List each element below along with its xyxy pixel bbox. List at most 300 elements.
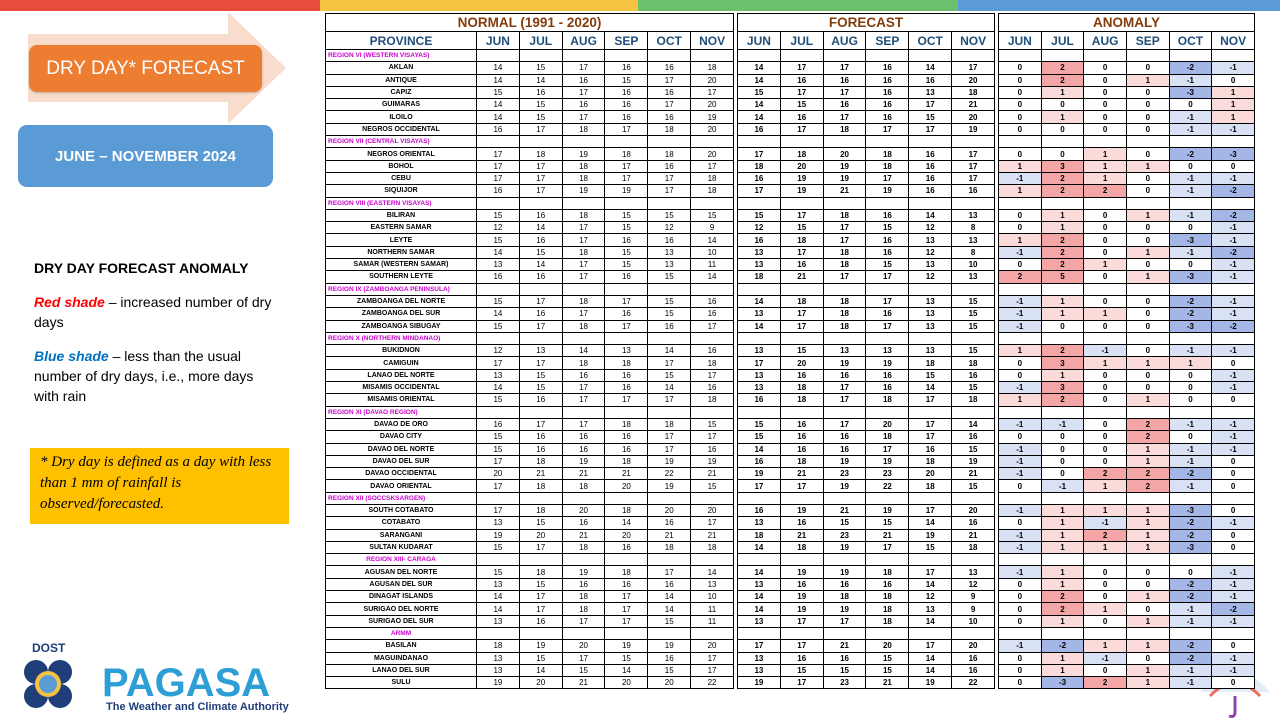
table-row — [999, 172, 1255, 184]
province-name: SULU — [326, 677, 477, 689]
table-row — [326, 652, 734, 664]
normal-header: NORMAL (1991 - 2020) — [326, 14, 734, 32]
normal-value: 15 — [648, 664, 691, 676]
forecast-value: 9 — [952, 591, 995, 603]
anomaly-value: -1 — [1212, 345, 1255, 357]
empty-cell — [823, 627, 866, 639]
table-row — [326, 50, 734, 62]
anomaly-value: 0 — [1169, 222, 1212, 234]
normal-value: 17 — [562, 234, 605, 246]
forecast-value: 15 — [952, 382, 995, 394]
empty-cell — [823, 50, 866, 62]
anomaly-value: 3 — [1041, 382, 1084, 394]
normal-value: 20 — [648, 504, 691, 516]
anomaly-value: -2 — [1212, 209, 1255, 221]
forecast-value: 13 — [738, 246, 781, 258]
anomaly-value: 1 — [1084, 259, 1127, 271]
province-name: EASTERN SAMAR — [326, 222, 477, 234]
normal-value: 16 — [648, 517, 691, 529]
empty-cell — [691, 406, 734, 418]
anomaly-value: 0 — [1126, 308, 1169, 320]
anomaly-value: 0 — [1126, 111, 1169, 123]
normal-value: 15 — [519, 369, 562, 381]
normal-value: 17 — [477, 148, 520, 160]
month-header: JUN — [999, 32, 1042, 50]
forecast-value: 15 — [823, 517, 866, 529]
table-row — [738, 222, 995, 234]
normal-value: 16 — [605, 271, 648, 283]
empty-cell — [738, 627, 781, 639]
forecast-value: 23 — [866, 468, 909, 480]
empty-cell — [477, 406, 520, 418]
anomaly-value: 0 — [1126, 320, 1169, 332]
anomaly-value: 1 — [999, 394, 1042, 406]
table-row — [999, 74, 1255, 86]
anomaly-value: -1 — [1212, 222, 1255, 234]
empty-cell — [648, 50, 691, 62]
anomaly-value: 0 — [1126, 123, 1169, 135]
anomaly-value: -1 — [1212, 271, 1255, 283]
empty-cell — [691, 627, 734, 639]
table-row — [738, 283, 995, 295]
table-row — [999, 418, 1255, 430]
empty-cell — [605, 136, 648, 148]
table-row — [326, 62, 734, 74]
anomaly-value: -1 — [999, 640, 1042, 652]
normal-value: 18 — [562, 541, 605, 553]
empty-cell — [562, 283, 605, 295]
anomaly-value: 0 — [1084, 320, 1127, 332]
empty-cell — [1212, 136, 1255, 148]
normal-value: 11 — [691, 603, 734, 615]
anomaly-value: 1 — [1084, 357, 1127, 369]
empty-cell — [1041, 332, 1084, 344]
anomaly-value: -1 — [1084, 345, 1127, 357]
month-header: NOV — [1212, 32, 1255, 50]
forecast-value: 20 — [780, 357, 823, 369]
normal-value: 21 — [562, 529, 605, 541]
anomaly-value: -1 — [1169, 185, 1212, 197]
forecast-value: 17 — [780, 320, 823, 332]
normal-value: 18 — [605, 455, 648, 467]
forecast-value: 17 — [823, 111, 866, 123]
anomaly-value: 2 — [1126, 468, 1169, 480]
empty-cell — [999, 136, 1042, 148]
empty-cell — [648, 197, 691, 209]
empty-cell — [1212, 50, 1255, 62]
anomaly-value: 0 — [1084, 664, 1127, 676]
table-row — [999, 295, 1255, 307]
forecast-value: 19 — [823, 160, 866, 172]
forecast-value: 16 — [780, 111, 823, 123]
normal-value: 18 — [562, 603, 605, 615]
forecast-value: 18 — [823, 308, 866, 320]
empty-cell — [999, 554, 1042, 566]
anomaly-value: 1 — [1084, 480, 1127, 492]
normal-value: 17 — [691, 431, 734, 443]
normal-value: 17 — [691, 320, 734, 332]
table-row — [999, 99, 1255, 111]
normal-value: 15 — [477, 431, 520, 443]
forecast-value: 12 — [909, 222, 952, 234]
normal-value: 17 — [605, 320, 648, 332]
normal-value: 15 — [648, 308, 691, 320]
empty-cell — [866, 283, 909, 295]
table-row — [326, 591, 734, 603]
normal-value: 13 — [477, 369, 520, 381]
empty-cell — [1126, 332, 1169, 344]
normal-value: 17 — [648, 185, 691, 197]
anomaly-value: 0 — [1212, 504, 1255, 516]
anomaly-value: 1 — [1041, 369, 1084, 381]
empty-cell — [780, 492, 823, 504]
anomaly-value: -1 — [1169, 246, 1212, 258]
anomaly-value: 0 — [1212, 677, 1255, 689]
normal-value: 18 — [691, 185, 734, 197]
forecast-value: 13 — [738, 615, 781, 627]
normal-value: 15 — [562, 664, 605, 676]
forecast-value: 17 — [952, 172, 995, 184]
table-row — [326, 271, 734, 283]
empty-cell — [909, 332, 952, 344]
forecast-value: 20 — [952, 504, 995, 516]
anomaly-value: 0 — [1041, 99, 1084, 111]
forecast-value: 16 — [738, 504, 781, 516]
empty-cell — [648, 332, 691, 344]
anomaly-value: 0 — [1084, 443, 1127, 455]
empty-cell — [691, 554, 734, 566]
forecast-value: 16 — [866, 62, 909, 74]
anomaly-value: -1 — [1041, 480, 1084, 492]
normal-value: 15 — [691, 209, 734, 221]
anomaly-value: -1 — [1212, 652, 1255, 664]
normal-value: 17 — [648, 172, 691, 184]
anomaly-value: -1 — [1169, 111, 1212, 123]
empty-cell — [562, 627, 605, 639]
normal-value: 18 — [519, 504, 562, 516]
anomaly-value: 2 — [1126, 418, 1169, 430]
normal-value: 15 — [605, 259, 648, 271]
forecast-value: 14 — [738, 74, 781, 86]
forecast-value: 16 — [952, 652, 995, 664]
anomaly-value: 0 — [1126, 86, 1169, 98]
anomaly-value: 0 — [1041, 148, 1084, 160]
normal-value: 19 — [562, 455, 605, 467]
forecast-value: 16 — [823, 431, 866, 443]
empty-cell — [866, 406, 909, 418]
forecast-value: 16 — [909, 160, 952, 172]
top-bar-segment — [958, 0, 1280, 11]
empty-cell — [519, 492, 562, 504]
forecast-value: 16 — [952, 185, 995, 197]
normal-value: 16 — [519, 394, 562, 406]
forecast-value: 15 — [952, 308, 995, 320]
top-bar-segment — [320, 0, 638, 11]
forecast-value: 16 — [866, 74, 909, 86]
anomaly-value: -1 — [1212, 418, 1255, 430]
normal-value: 16 — [605, 308, 648, 320]
month-header: JUN — [738, 32, 781, 50]
normal-value: 18 — [477, 640, 520, 652]
normal-value: 17 — [477, 455, 520, 467]
forecast-value: 16 — [952, 664, 995, 676]
anomaly-value: -1 — [1212, 382, 1255, 394]
anomaly-value: 1 — [1126, 271, 1169, 283]
anomaly-value: 1 — [1084, 603, 1127, 615]
table-row — [999, 578, 1255, 590]
forecast-value: 16 — [866, 382, 909, 394]
forecast-value: 13 — [909, 259, 952, 271]
anomaly-value: 0 — [1126, 234, 1169, 246]
anomaly-value: 0 — [1212, 160, 1255, 172]
table-row — [999, 517, 1255, 529]
table-row — [738, 554, 995, 566]
table-row — [999, 209, 1255, 221]
anomaly-value: 1 — [1126, 74, 1169, 86]
province-name: GUIMARAS — [326, 99, 477, 111]
anomaly-value: -3 — [1169, 271, 1212, 283]
forecast-value: 19 — [823, 172, 866, 184]
table-row — [326, 529, 734, 541]
forecast-value: 20 — [780, 160, 823, 172]
normal-value: 20 — [691, 123, 734, 135]
anomaly-value: -1 — [1169, 123, 1212, 135]
normal-value: 15 — [605, 209, 648, 221]
anomaly-value: 1 — [1084, 541, 1127, 553]
normal-value: 14 — [648, 345, 691, 357]
empty-cell — [1126, 492, 1169, 504]
forecast-value: 10 — [952, 615, 995, 627]
province-name: DAVAO CITY — [326, 431, 477, 443]
period-label — [18, 125, 273, 187]
anomaly-value: 0 — [1084, 234, 1127, 246]
forecast-value: 13 — [738, 345, 781, 357]
normal-value: 18 — [691, 172, 734, 184]
table-row — [326, 74, 734, 86]
normal-value: 12 — [477, 345, 520, 357]
month-header: JUL — [519, 32, 562, 50]
empty-cell — [780, 50, 823, 62]
empty-cell — [562, 332, 605, 344]
month-header: NOV — [952, 32, 995, 50]
empty-cell — [866, 332, 909, 344]
empty-cell — [952, 283, 995, 295]
normal-value: 17 — [562, 271, 605, 283]
normal-value: 16 — [648, 320, 691, 332]
forecast-value: 17 — [866, 443, 909, 455]
empty-cell — [562, 406, 605, 418]
forecast-value: 12 — [952, 578, 995, 590]
anomaly-value: -1 — [999, 382, 1042, 394]
normal-value: 20 — [605, 677, 648, 689]
forecast-value: 14 — [738, 320, 781, 332]
anomaly-value: 0 — [1212, 480, 1255, 492]
empty-cell — [605, 492, 648, 504]
empty-cell — [738, 554, 781, 566]
empty-cell — [1169, 136, 1212, 148]
normal-value: 17 — [691, 86, 734, 98]
anomaly-value: -2 — [1169, 308, 1212, 320]
region-label: ARMM — [326, 627, 477, 639]
anomaly-value: 0 — [1084, 111, 1127, 123]
anomaly-value: -1 — [1169, 603, 1212, 615]
empty-cell — [823, 332, 866, 344]
normal-value: 17 — [562, 382, 605, 394]
forecast-value: 16 — [780, 259, 823, 271]
empty-cell — [780, 554, 823, 566]
table-row — [999, 492, 1255, 504]
legend-blue-label: Blue shade — [34, 348, 109, 364]
forecast-value: 18 — [952, 86, 995, 98]
anomaly-value: 0 — [1084, 455, 1127, 467]
normal-value: 17 — [477, 160, 520, 172]
anomaly-value: 1 — [1041, 86, 1084, 98]
province-name: DAVAO DEL NORTE — [326, 443, 477, 455]
normal-value: 14 — [519, 74, 562, 86]
normal-value: 15 — [519, 382, 562, 394]
anomaly-value: -1 — [1169, 345, 1212, 357]
table-row — [738, 172, 995, 184]
forecast-value: 13 — [738, 517, 781, 529]
anomaly-value: -1 — [999, 468, 1042, 480]
empty-cell — [999, 283, 1042, 295]
normal-value: 17 — [519, 591, 562, 603]
normal-value: 11 — [691, 615, 734, 627]
empty-cell — [691, 332, 734, 344]
normal-value: 16 — [648, 111, 691, 123]
table-row — [326, 197, 734, 209]
forecast-value: 20 — [952, 111, 995, 123]
anomaly-value: -2 — [1212, 603, 1255, 615]
empty-cell — [952, 136, 995, 148]
normal-value: 19 — [691, 111, 734, 123]
forecast-value: 20 — [952, 640, 995, 652]
anomaly-value: 0 — [1212, 74, 1255, 86]
empty-cell — [1169, 50, 1212, 62]
table-row — [326, 86, 734, 98]
forecast-value: 15 — [780, 664, 823, 676]
anomaly-table — [998, 13, 1255, 689]
table-row — [326, 246, 734, 258]
table-row — [326, 259, 734, 271]
table-row — [326, 295, 734, 307]
normal-value: 17 — [691, 652, 734, 664]
forecast-value: 17 — [780, 62, 823, 74]
normal-value: 17 — [605, 603, 648, 615]
forecast-value: 18 — [866, 431, 909, 443]
forecast-value: 17 — [823, 382, 866, 394]
province-name: SOUTHERN LEYTE — [326, 271, 477, 283]
normal-value: 15 — [648, 369, 691, 381]
province-name: BOHOL — [326, 160, 477, 172]
empty-cell — [648, 492, 691, 504]
table-row — [326, 455, 734, 467]
forecast-value: 16 — [780, 517, 823, 529]
table-row — [326, 468, 734, 480]
table-row — [738, 418, 995, 430]
normal-value: 15 — [605, 222, 648, 234]
normal-value: 16 — [477, 418, 520, 430]
forecast-value: 13 — [952, 234, 995, 246]
forecast-value: 17 — [866, 172, 909, 184]
normal-value: 16 — [691, 443, 734, 455]
empty-cell — [823, 406, 866, 418]
anomaly-value: -2 — [1169, 148, 1212, 160]
anomaly-value: -1 — [1212, 431, 1255, 443]
forecast-value: 19 — [823, 455, 866, 467]
empty-cell — [1126, 283, 1169, 295]
anomaly-value: 1 — [999, 160, 1042, 172]
anomaly-value: -3 — [1169, 320, 1212, 332]
normal-value: 13 — [477, 664, 520, 676]
normal-value: 19 — [477, 529, 520, 541]
forecast-value: 15 — [909, 369, 952, 381]
table-row — [326, 627, 734, 639]
empty-cell — [952, 332, 995, 344]
normal-value: 17 — [477, 504, 520, 516]
normal-value: 18 — [562, 320, 605, 332]
forecast-value: 19 — [823, 357, 866, 369]
table-row — [999, 664, 1255, 676]
empty-cell — [477, 332, 520, 344]
table-row — [326, 431, 734, 443]
anomaly-value: -3 — [1041, 677, 1084, 689]
table-row — [326, 554, 734, 566]
table-row — [999, 652, 1255, 664]
forecast-value: 18 — [780, 541, 823, 553]
anomaly-value: 0 — [1169, 369, 1212, 381]
forecast-value: 13 — [909, 86, 952, 98]
province-name: MISAMIS ORIENTAL — [326, 394, 477, 406]
normal-value: 16 — [477, 123, 520, 135]
normal-value: 18 — [691, 394, 734, 406]
forecast-value: 14 — [738, 443, 781, 455]
anomaly-value: 0 — [1084, 209, 1127, 221]
anomaly-value: 0 — [1084, 62, 1127, 74]
normal-value: 18 — [519, 480, 562, 492]
table-row — [999, 357, 1255, 369]
anomaly-value: 0 — [999, 578, 1042, 590]
table-row — [738, 148, 995, 160]
table-row — [999, 541, 1255, 553]
forecast-value: 19 — [823, 603, 866, 615]
forecast-value: 14 — [909, 652, 952, 664]
province-name: AGUSAN DEL SUR — [326, 578, 477, 590]
normal-value: 14 — [605, 664, 648, 676]
normal-value: 17 — [519, 160, 562, 172]
forecast-value: 16 — [866, 111, 909, 123]
table-row — [738, 406, 995, 418]
anomaly-value: 1 — [1126, 541, 1169, 553]
normal-value: 16 — [519, 86, 562, 98]
anomaly-value: 0 — [1041, 455, 1084, 467]
anomaly-value: 0 — [999, 148, 1042, 160]
normal-value: 18 — [691, 357, 734, 369]
empty-cell — [562, 554, 605, 566]
forecast-value: 15 — [952, 480, 995, 492]
table-row — [738, 74, 995, 86]
forecast-value: 19 — [738, 468, 781, 480]
anomaly-value: -2 — [1169, 62, 1212, 74]
empty-cell — [605, 332, 648, 344]
normal-value: 14 — [477, 111, 520, 123]
anomaly-value: -2 — [1212, 246, 1255, 258]
anomaly-value: 0 — [1041, 320, 1084, 332]
month-header: JUN — [477, 32, 520, 50]
anomaly-value: -1 — [1212, 615, 1255, 627]
empty-cell — [519, 283, 562, 295]
forecast-value: 17 — [738, 148, 781, 160]
